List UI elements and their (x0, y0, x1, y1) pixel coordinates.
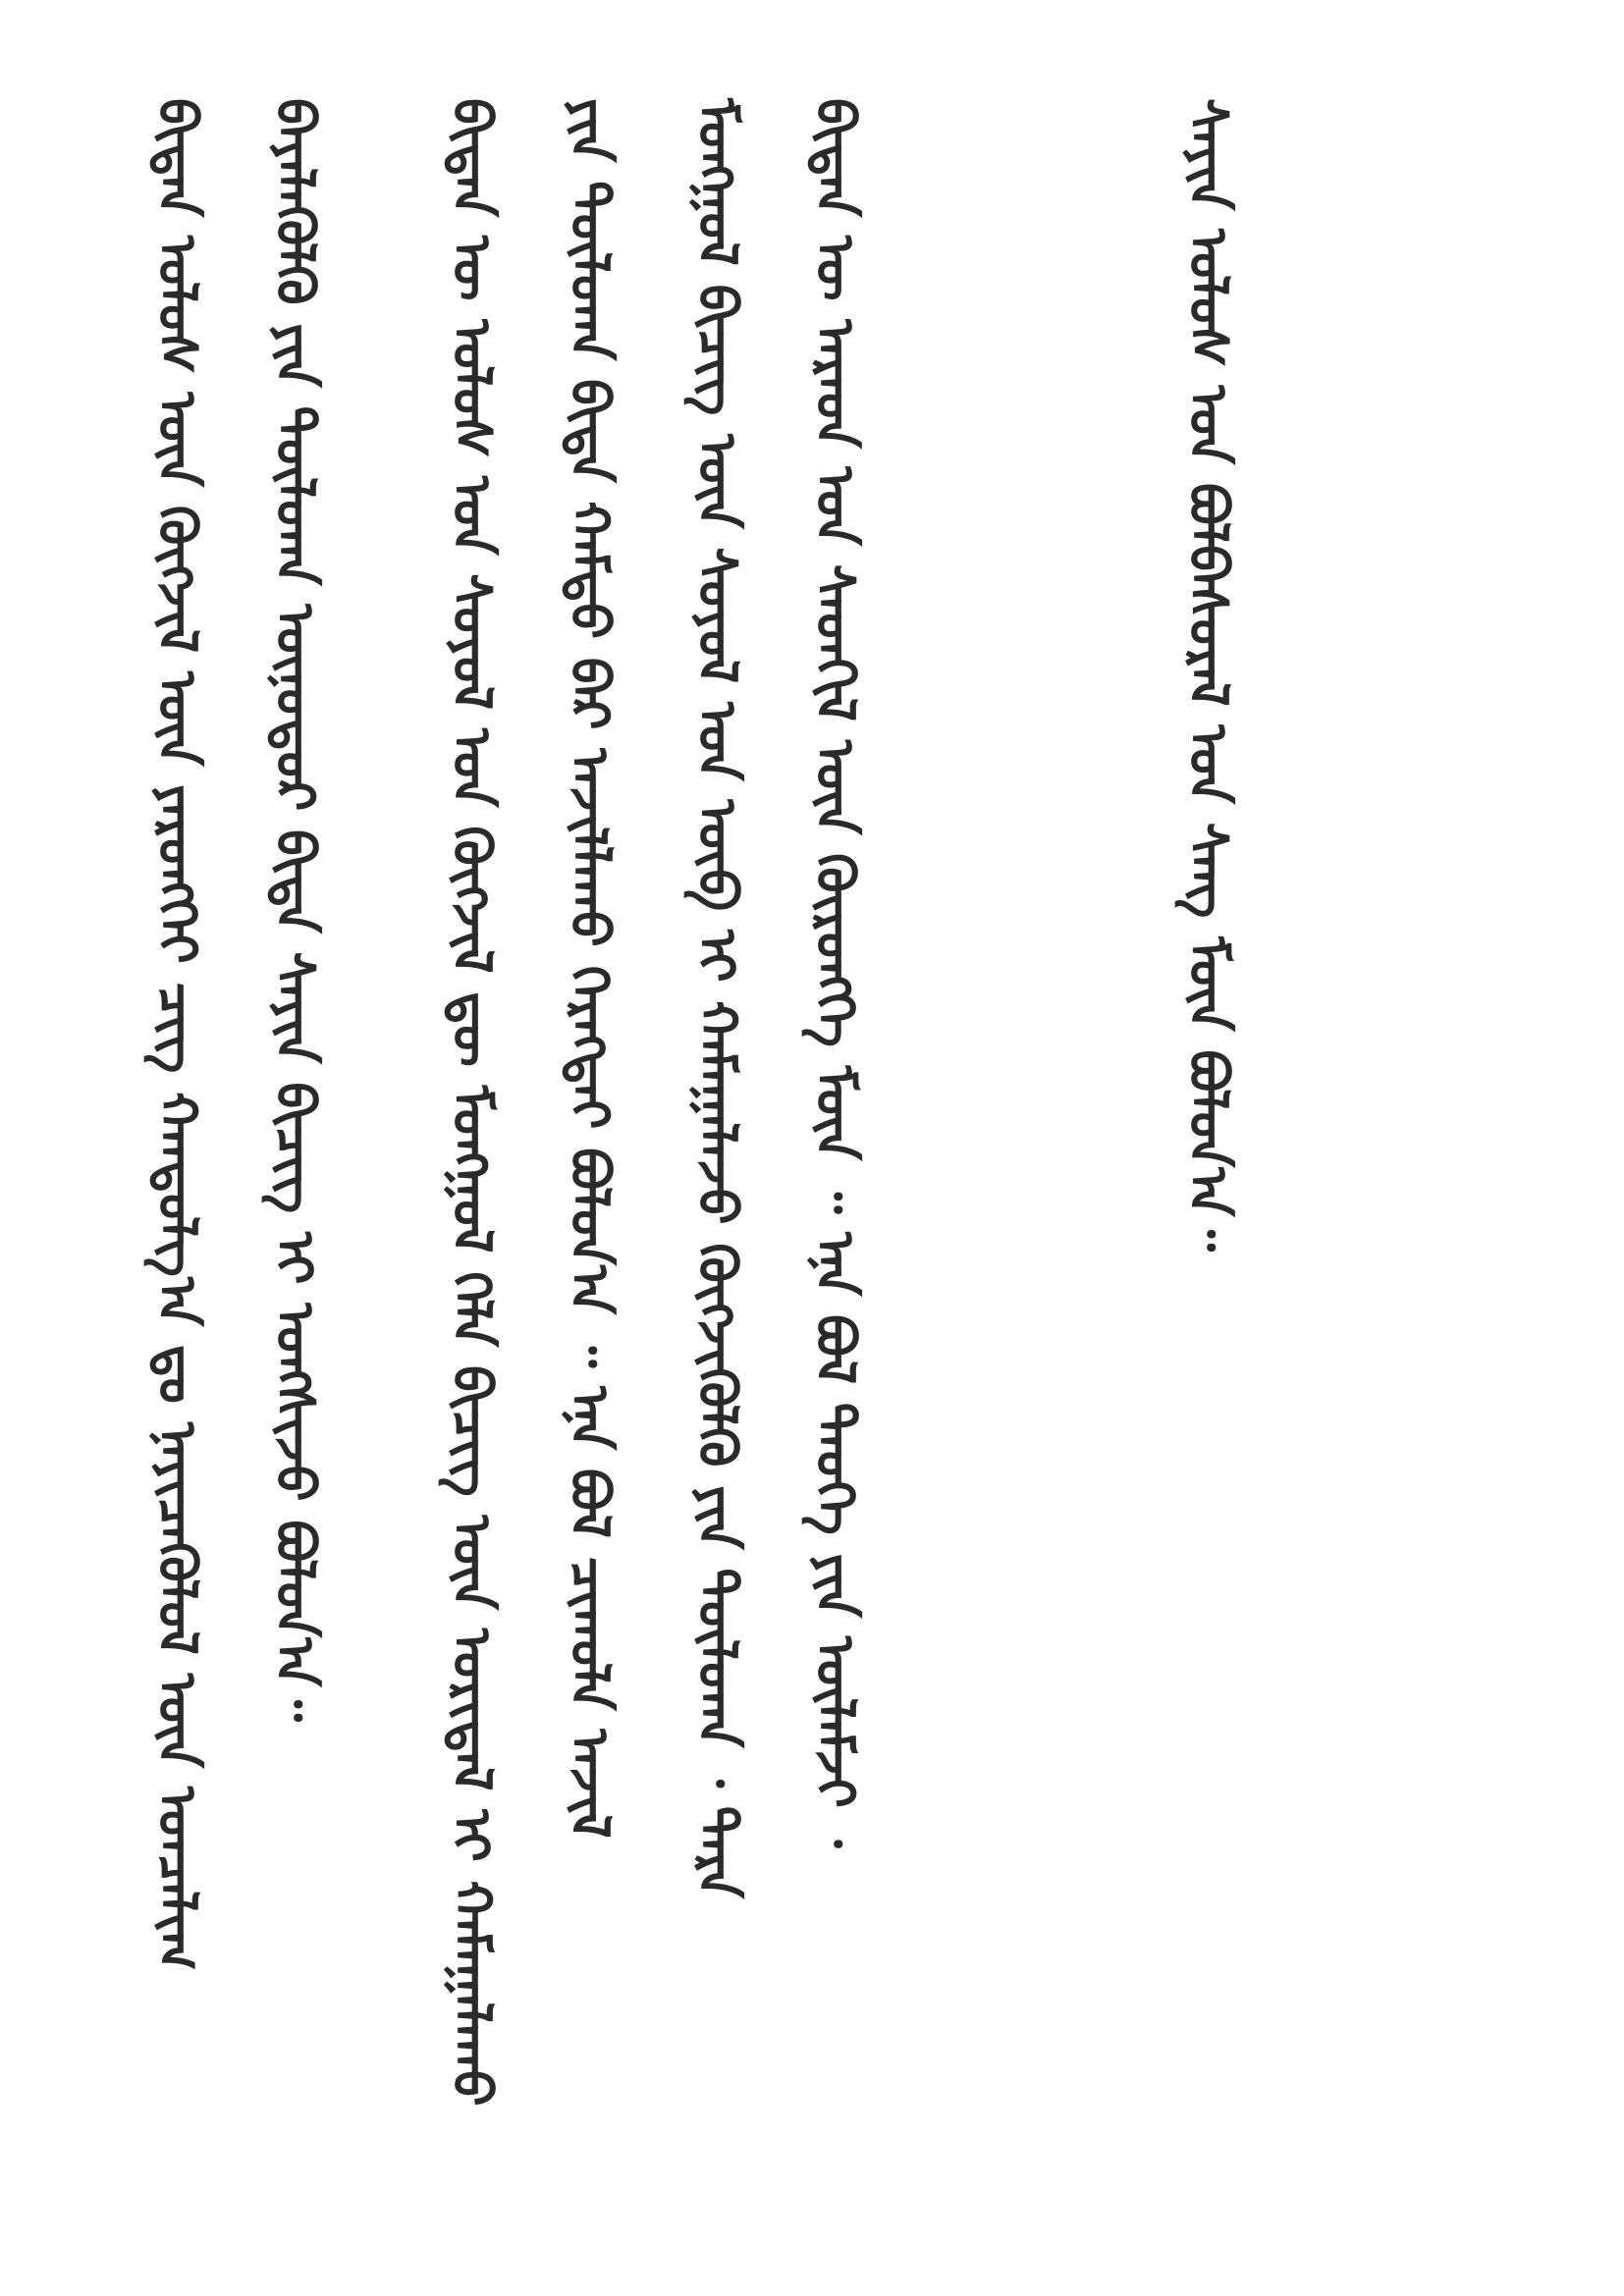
text-line: ᠪᠡᠶᠡᠯᠡᠭᠦᠯᠬᠦ ᠶᠢᠨ ᠲᠥᠯᠥᠭ᠍ᠡ ᠥᠨᠥᠳᠦᠷ ᠪᠢᠳᠡ ᠰᠠᠶᠢᠨ ᠪᠢᠴᠢᠭ᠌ ᠢ ᠤᠩᠰᠢᠵᠤ ᠪᠣᠯᠤᠨ᠎ᠠ᠃ (264, 98, 326, 1722)
text-line: ᠮᠣᠩᠭᠣᠯ ᠪᠢᠴᠢᠭ ᠦᠨ ᠰᠣᠶᠤᠯ ᠤᠨ ᠥᠪ ᠢ ᠬᠠᠮᠠᠭᠠᠯᠠᠵᠤ ᠬᠥᠭᠵᠢᠭᠦᠯᠬᠦ ᠶᠢᠨ ᠲᠥᠯᠥᠭ᠍ᠡ ᠂ ᠲᠡᠷᠡ (686, 98, 748, 1898)
text-line: ᠪᠢᠳᠡᠨ ᠦ ᠤᠯᠤᠰ ᠤᠨ ᠰᠣᠶᠤᠯ ᠤᠨ ᠬᠥᠭᠵᠢᠯ ᠳᠦ ᠮᠣᠩᠭᠣᠯ ᠬᠡᠯᠡ ᠪᠢᠴᠢᠭ ᠦᠨ ᠤᠷᠢᠳᠠᠯ ᠢ ᠬᠠᠮᠠᠭᠠᠯᠠᠬᠤ (441, 98, 503, 2107)
text-column-3 (422, 98, 520, 2228)
text-column-1 (128, 98, 226, 2228)
text-line: ᠪᠢᠳᠡᠨ ᠦ ᠠᠷᠠᠳ ᠤᠨ ᠰᠡᠳᠬᠢᠯ ᠦᠨ ᠬᠥᠷᠥᠩᠭᠡ ᠮᠥᠨ ᠃ ᠡᠨᠡ ᠪᠣᠯ ᠲᠡᠦᠬᠡ ᠶᠢᠨ ᠦᠯᠡᠮᠵᠢ ᠂ (804, 98, 866, 1848)
text-column-6 (785, 98, 884, 2228)
text-column-7 (1159, 98, 1257, 2228)
text-line: ᠶᠢᠨ ᠲᠥᠯᠥᠭ᠍ᠡ ᠪᠢᠳᠡ ᠬᠠᠮᠲᠤ ᠪᠡᠷ ᠠᠵᠢᠯᠯᠠᠬᠤ ᠬᠡᠷᠡᠭᠲᠡᠶ ᠪᠣᠯᠤᠨ᠎ᠠ ᠃ ᠡᠨᠡ ᠪᠣᠯ ᠴᠢᠬᠤᠯᠠ ᠠᠵᠢᠯ (559, 98, 621, 1839)
text-column-2 (245, 98, 344, 2228)
text-line: ᠪᠢᠳᠡᠨ ᠤᠯᠤᠰ ᠦᠨ ᠬᠥᠭᠵᠢᠯ ᠦᠨ ᠶᠡᠷᠦᠩᠬᠡᠢ ᠴᠢᠭ ᠬᠠᠨᠳᠤᠯᠭ᠎ᠠ ᠳᠤ ᠨᠡᠶᠢᠴᠡᠭᠦᠯᠦᠯ ᠦᠨ ᠣᠨᠴᠠᠯᠢᠭ (146, 98, 208, 1971)
text-line: ᠰᠠᠶᠢᠨ ᠤᠯᠤᠰ ᠤᠨ ᠪᠣᠯᠪᠠᠰᠤᠷᠠᠯ ᠤᠨ ᠰᠠᠩ ᠮᠥᠨ ᠪᠣᠯᠤᠨ᠎ᠠ᠃ (1177, 98, 1239, 1252)
text-column-4 (540, 98, 638, 2228)
text-column-5 (668, 98, 766, 2228)
